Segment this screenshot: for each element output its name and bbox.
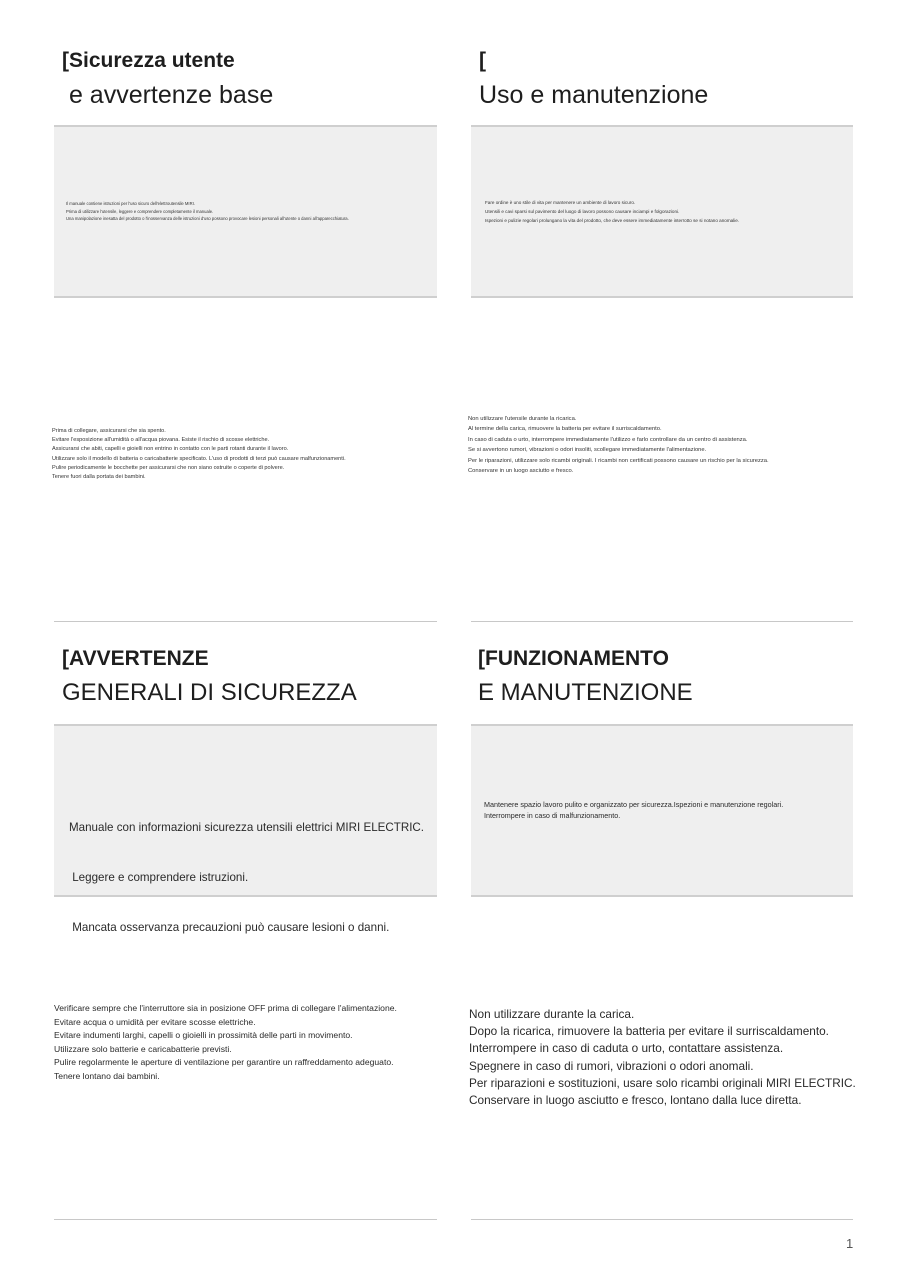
q2-box-line: Fare ordine è uno stile di vita per mantenere un ambiente di lavoro sicuro. — [485, 200, 636, 205]
q1-info-box — [54, 125, 437, 298]
q1-box-line: Il manuale contiene istruzioni per l'uso sicuro dell'elettroutensile MIRI. — [66, 201, 195, 206]
divider-right-mid — [471, 621, 853, 622]
q3-title-line1: [AVVERTENZE — [62, 647, 209, 670]
q2-body-line: In caso di caduta o urto, interrompere immediatamente l'utilizzo e farlo controllare da un centro di assistenza. — [468, 436, 748, 443]
q2-body-line: Al termine della carica, rimuovere la batteria per evitare il surriscaldamento. — [468, 426, 662, 433]
q4-body-line: Per riparazioni e sostituzioni, usare solo ricambi originali MIRI ELECTRIC. — [469, 1075, 856, 1090]
q3-body-line: Tenere lontano dai bambini. — [54, 1070, 160, 1081]
q1-box-line: Una manipolazione inesatta del prodotto o l'inosservanza delle istruzioni d'uso possono provocare lesioni personali all'utente o danni all'apparecchiatura. — [66, 216, 349, 222]
q4-body-line: Dopo la ricarica, rimuovere la batteria per evitare il surriscaldamento. — [469, 1024, 829, 1039]
q4-body-line: Interrompere in caso di caduta o urto, contattare assistenza. — [469, 1041, 784, 1056]
q3-box-line: Leggere e comprendere istruzioni. — [69, 870, 249, 884]
q2-info-box — [471, 125, 853, 298]
q4-box-line: Interrompere in caso di malfunzionamento. — [484, 810, 621, 820]
q3-title-line2: GENERALI DI SICUREZZA — [62, 679, 357, 706]
q4-body-line: Conservare in luogo asciutto e fresco, lontano dalla luce diretta. — [469, 1093, 802, 1108]
q3-box-line: Manuale con informazioni sicurezza utensili elettrici MIRI ELECTRIC. — [69, 820, 425, 834]
q2-box-text — [485, 199, 739, 225]
q1-body-text — [52, 427, 346, 482]
q2-box-line: Ispezioni e pulizie regolari prolungano la vita del prodotto, che deve essere immediatamente interrotto se si notano anomalie. — [485, 217, 740, 223]
q2-body-line: Conservare in un luogo asciutto e fresco. — [468, 468, 574, 475]
q1-body-line: Tenere fuori dalla portata dei bambini. — [52, 474, 146, 481]
q1-title-line2: e avvertenze base — [62, 81, 274, 109]
page-number: 1 — [846, 1236, 854, 1251]
q4-body-line: Non utilizzare durante la carica. — [469, 1007, 635, 1021]
q2-body-line: Per le riparazioni, utilizzare solo ricambi originali. I ricambi non certificati possono causare un rischio per la sicurezza. — [468, 457, 769, 464]
q3-box-line: Mancata osservanza precauzioni può causare lesioni o danni. — [69, 921, 390, 935]
q1-box-text — [66, 200, 349, 223]
divider-left-bottom — [54, 1219, 437, 1220]
q2-body-line: Non utilizzare l'utensile durante la ricarica. — [468, 416, 577, 422]
q1-body-line: Pulire periodicamente le bocchette per assicurarsi che non siano ostruite o coperte di polvere. — [52, 464, 285, 471]
q4-body-line: Spegnere in caso di rumori, vibrazioni o odori anomali. — [469, 1058, 754, 1073]
q1-body-line: Evitare l'esposizione all'umidità o all'acqua piovana. Esiste il rischio di scosse elettriche. — [52, 437, 270, 444]
q1-title-line1: [Sicurezza utente — [62, 49, 235, 72]
q2-body-text — [468, 414, 769, 476]
q4-title-line1: [FUNZIONAMENTO — [478, 647, 669, 670]
q3-box-text — [69, 786, 424, 971]
q1-body-line: Utilizzare solo il modello di batteria o caricabatterie specificato. L'uso di prodotti di terzi può causare malfunzionamenti. — [52, 455, 346, 462]
q2-title-line1: [ — [479, 49, 486, 72]
divider-right-bottom — [471, 1219, 853, 1220]
q3-body-line: Pulire regolarmente le aperture di ventilazione per garantire un raffreddamento adeguato. — [54, 1057, 394, 1067]
q2-box-line: Utensili e cavi sparsi sul pavimento del luogo di lavoro possono causare inciampi e folgorazioni. — [485, 208, 680, 214]
q3-body-line: Utilizzare solo batterie e caricabatterie previsti. — [54, 1043, 232, 1054]
q1-body-line: Prima di collegare, assicurarsi che sia spento. — [52, 428, 166, 434]
q3-body-line: Verificare sempre che l'interruttore sia in posizione OFF prima di collegare l'alimentazione. — [54, 1003, 397, 1013]
q2-body-line: Se si avvertono rumori, vibrazioni o odori insoliti, scollegare immediatamente l'alimentazione. — [468, 447, 707, 454]
q4-box-text — [484, 800, 783, 821]
q4-info-box — [471, 724, 853, 897]
q3-body-text — [54, 1002, 397, 1083]
q1-box-line: Prima di utilizzare l'utensile, leggere e comprendere completamente il manuale. — [66, 208, 214, 214]
q3-info-box — [54, 724, 437, 935]
divider-left-mid — [54, 621, 437, 622]
q3-body-line: Evitare acqua o umidità per evitare scosse elettriche. — [54, 1016, 256, 1027]
q1-body-line: Assicurarsi che abiti, capelli e gioielli non entrino in contatto con le parti rotanti durante il lavoro. — [52, 446, 289, 453]
q3-body-line: Evitare indumenti larghi, capelli o gioielli in prossimità delle parti in movimento. — [54, 1030, 353, 1040]
q4-title-line2: E MANUTENZIONE — [478, 679, 693, 706]
q4-body-text — [469, 1006, 856, 1109]
q2-title-line2: Uso e manutenzione — [479, 81, 709, 109]
q4-box-line: Mantenere spazio lavoro pulito e organizzato per sicurezza.Ispezioni e manutenzione regolari. — [484, 800, 784, 809]
